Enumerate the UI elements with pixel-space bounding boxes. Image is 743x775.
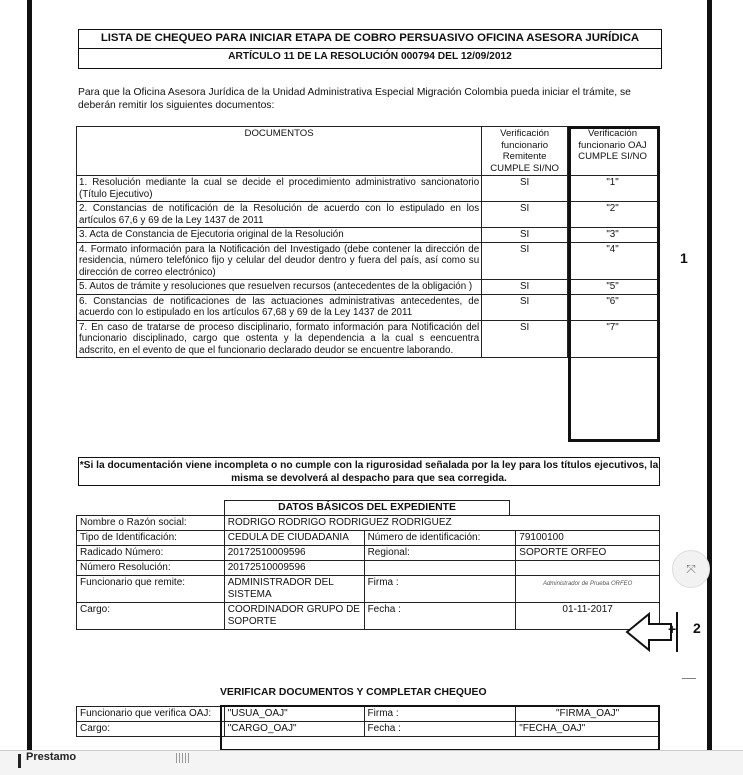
documents-table — [76, 126, 658, 358]
empty-cell — [364, 561, 516, 576]
bottom-status-bar — [0, 750, 743, 775]
remitente-check: SI — [482, 294, 568, 320]
funcionario-remite-label: Funcionario que remite: — [77, 576, 225, 603]
remitente-check: SI — [482, 320, 568, 358]
nombre-label: Nombre o Razón social: — [77, 516, 225, 531]
resolucion-label: Número Resolución: — [77, 561, 225, 576]
callout-number-1: 1 — [680, 250, 688, 266]
document-title: LISTA DE CHEQUEO PARA INICIAR ETAPA DE COBRO PERSUASIVO OFICINA ASESORA JURÍDICA — [100, 32, 640, 44]
prestamo-tab[interactable]: Prestamo — [26, 751, 77, 763]
basic-data-title: DATOS BÁSICOS DEL EXPEDIENTE — [224, 500, 510, 515]
title-separator — [79, 48, 661, 49]
table-row — [77, 561, 660, 576]
oaj-check: "2" — [568, 202, 658, 228]
remitente-check: SI — [482, 176, 568, 202]
fecha-label: Fecha : — [364, 603, 516, 630]
right-page-edge — [707, 0, 712, 750]
col-documents-header: DOCUMENTOS — [77, 127, 482, 176]
cargo-label: Cargo: — [77, 603, 225, 630]
numero-id-label: Número de identificación: — [364, 531, 516, 546]
oaj-check: "7" — [568, 320, 658, 358]
document-description: 1. Resolución mediante la cual se decide el procedimiento administrativo sancionatorio (Título Ejecutivo) — [77, 176, 482, 202]
document-subtitle: ARTÍCULO 11 DE LA RESOLUCIÓN 000794 DEL 12/09/2012 — [228, 51, 512, 62]
basic-data-section — [76, 500, 660, 630]
remitente-check: SI — [482, 242, 568, 280]
oaj-check: "6" — [568, 294, 658, 320]
table-row — [77, 176, 658, 202]
table-row — [77, 516, 660, 531]
col-oaj-header: Verificación funcionario OAJ CUMPLE SI/NO — [568, 127, 658, 176]
resize-grip[interactable] — [176, 753, 190, 763]
firma-oaj-value: "FIRMA_OAJ" — [516, 707, 660, 722]
funcionario-remite-value: ADMINISTRADOR DEL SISTEMA — [224, 576, 364, 603]
tipo-id-value: CEDULA DE CIUDADANIA — [224, 531, 364, 546]
document-description: 6. Constancias de notificaciones de las actuaciones administrativas antecedentes, de acuerdo con lo estipulado en los artículos 67,68 y 69 de la Ley 1437 de 2011 — [77, 294, 482, 320]
table-row — [77, 546, 660, 561]
fecha-value: 01-11-2017 — [516, 603, 660, 630]
firma-oaj-label: Firma : — [364, 707, 516, 722]
numero-id-value: 79100100 — [516, 531, 660, 546]
funcionario-verifica-value: "USUA_OAJ" — [224, 707, 364, 722]
cargo-oaj-label: Cargo: — [77, 722, 225, 737]
plus-icon[interactable]: + — [668, 621, 677, 637]
documents-table-header — [77, 127, 658, 176]
nombre-value: RODRIGO RODRIGO RODRIGUEZ RODRIGUEZ — [224, 516, 659, 531]
funcionario-verifica-label: Funcionario que verifica OAJ: — [77, 707, 225, 722]
cargo-value: COORDINADOR GRUPO DE SOPORTE — [224, 603, 364, 630]
basic-data-table — [76, 515, 660, 630]
arrow-left-icon — [625, 610, 693, 654]
table-row — [77, 576, 660, 603]
radicado-label: Radicado Número: — [77, 546, 225, 561]
table-row — [77, 228, 658, 243]
table-row — [77, 242, 658, 280]
tab-handle[interactable] — [18, 754, 21, 768]
verification-table — [76, 706, 660, 737]
document-description: 2. Constancias de notificación de la Resolución de acuerdo con lo estipulado en los artículos 67,6 y 69 de la Ley 1437 de 2011 — [77, 202, 482, 228]
oaj-check: "3" — [568, 228, 658, 243]
cargo-oaj-value: "CARGO_OAJ" — [224, 722, 364, 737]
table-row — [77, 531, 660, 546]
regional-label: Regional: — [364, 546, 516, 561]
table-row — [77, 603, 660, 630]
table-row — [77, 707, 660, 722]
signature-text: Administrador de Prueba ORFEO — [542, 581, 633, 587]
document-title-box — [78, 29, 662, 69]
callout-number-2: 2 — [693, 620, 701, 636]
remitente-check: SI — [482, 202, 568, 228]
document-description: 5. Autos de trámite y resoluciones que resuelven recursos (antecedentes de la obligación ) — [77, 280, 482, 295]
tipo-id-label: Tipo de Identificación: — [77, 531, 225, 546]
fecha-oaj-label: Fecha : — [364, 722, 516, 737]
resolucion-value: 20172510009596 — [224, 561, 364, 576]
minus-icon[interactable]: — — [682, 669, 696, 685]
empty-cell — [516, 561, 660, 576]
remitente-check: SI — [482, 280, 568, 295]
remitente-check: SI — [482, 228, 568, 243]
oaj-check: "1" — [568, 176, 658, 202]
oaj-check: "4" — [568, 242, 658, 280]
col-remitente-header: Verificación funcionario Remitente CUMPLE SI/NO — [482, 127, 568, 176]
table-row — [77, 202, 658, 228]
table-row — [77, 320, 658, 358]
firma-signature-image — [516, 576, 660, 603]
left-page-edge — [27, 0, 32, 750]
verification-title: VERIFICAR DOCUMENTOS Y COMPLETAR CHEQUEO — [220, 687, 487, 698]
document-description: 3. Acta de Constancia de Ejecutoria original de la Resolución — [77, 228, 482, 243]
table-row — [77, 280, 658, 295]
fecha-oaj-value: "FECHA_OAJ" — [516, 722, 660, 737]
table-row — [77, 722, 660, 737]
firma-label: Firma : — [364, 576, 516, 603]
document-description: 4. Formato información para la Notificación del Investigado (debe contener la dirección de residencia, número telefónico fijo y celular del deudor dentro y fuera del país, así como su dirección de correo electrónico) — [77, 242, 482, 280]
incomplete-docs-warning: *Si la documentación viene incompleta o no cumple con la rigurosidad señalada por la ley para los títulos ejecutivos, la misma se devolverá al despacho para que sea corregida. — [78, 457, 660, 486]
intro-paragraph: Para que la Oficina Asesora Jurídica de la Unidad Administrativa Especial Migración Colombia pueda iniciar el trámite, se deberán remitir los siguientes documentos: — [78, 87, 631, 111]
radicado-value: 20172510009596 — [224, 546, 364, 561]
table-row — [77, 294, 658, 320]
expand-icon[interactable]: ⤧ — [672, 550, 710, 588]
regional-value: SOPORTE ORFEO — [516, 546, 660, 561]
oaj-check: "5" — [568, 280, 658, 295]
document-description: 7. En caso de tratarse de proceso disciplinario, formato información para Notificación del funcionario disciplinado, cargo que ostenta y la dependencia a la cual s eencuentra adscrito, en el evento de que el funcionario declarado deudor se encuentre laborando. — [77, 320, 482, 358]
